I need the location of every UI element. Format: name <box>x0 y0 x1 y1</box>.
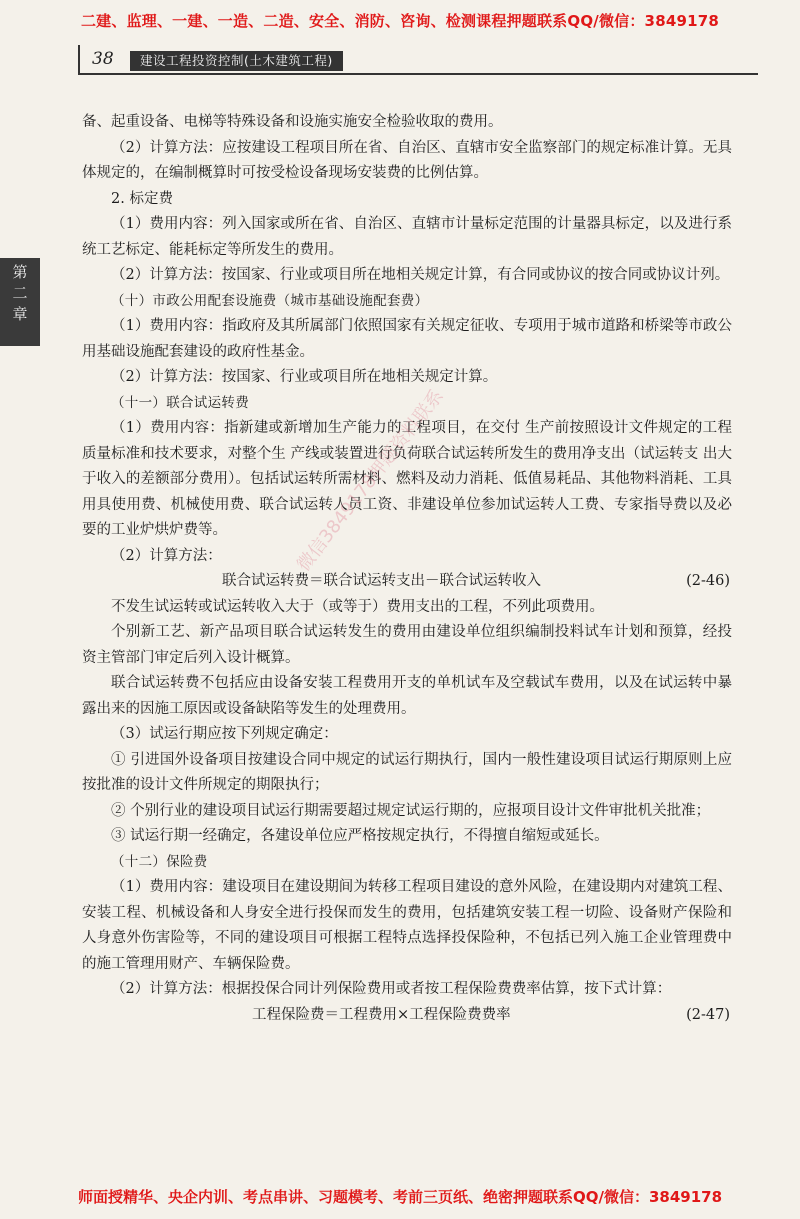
page-number: 38 <box>92 49 114 69</box>
formula-text: 工程保险费＝工程费用×工程保险费费率 <box>252 1006 511 1023</box>
formula-row <box>82 1003 732 1029</box>
header-divider-vertical <box>78 45 80 75</box>
body-paragraph: （2）计算方法：按国家、行业或项目所在地相关规定计算。 <box>111 369 498 385</box>
body-paragraph: （1）费用内容：指政府及其所属部门依照国家有关规定征收、专项用于城市道路和桥梁等市政公用基础设施配套建设的政府性基金。 <box>82 318 732 360</box>
chapter-tab-char: 章 <box>12 305 28 323</box>
body-paragraph: ② 个别行业的建设项目试运行期需要超过规定试运行期的，应报项目设计文件审批机关批准； <box>111 802 711 819</box>
chapter-tab <box>0 258 40 346</box>
body-paragraph: （2）计算方法：按国家、行业或项目所在地相关规定计算，有合同或协议的按合同或协议计列。 <box>111 267 730 283</box>
chapter-tab-char: 二 <box>12 284 28 302</box>
section-heading: （十一）联合试运转费 <box>111 394 249 411</box>
body-paragraph: ① 引进国外设备项目按建设合同中规定的试运行期执行，国内一般性建设项目试运行期原则上应按批准的设计文件所规定的期限执行； <box>82 751 732 793</box>
section-heading: （十二）保险费 <box>111 853 208 870</box>
chapter-tab-char: 第 <box>12 263 28 281</box>
body-paragraph: （1）费用内容：列入国家或所在省、自治区、直辖市计量标定范围的计量器具标定，以及进行系统工艺标定、能耗标定等所发生的费用。 <box>82 216 732 258</box>
running-header <box>78 45 778 77</box>
formula-number: (2-47) <box>686 1006 730 1023</box>
section-heading: （十）市政公用配套设施费（城市基础设施配套费） <box>111 292 429 309</box>
formula-number: (2-46) <box>686 573 730 589</box>
formula-row <box>82 569 732 595</box>
watermark: 微信3849178押题资料联系 <box>293 385 448 576</box>
body-paragraph: （1）费用内容：建设项目在建设期间为转移工程项目建设的意外风险，在建设期内对建筑工程、安装工程、机械设备和人身安全进行投保而发生的费用，包括建筑安装工程一切险、设备财产保险和人身意外伤害险等，不同的建设项目可根据工程特点选择投保险种，不包括已列入施工企业管理费中的施工管理用财产、车辆保险费。 <box>82 879 732 972</box>
body-paragraph: 个别新工艺、新产品项目联合试运转发生的费用由建设单位组织编制投料试车计划和预算，经投资主管部门审定后列入设计概算。 <box>82 624 732 666</box>
body-paragraph: （3）试运行期应按下列规定确定： <box>111 726 338 742</box>
formula-text: 联合试运转费＝联合试运转支出－联合试运转收入 <box>222 573 541 589</box>
body-paragraph: （2）计算方法：根据投保合同计列保险费用或者按工程保险费费率估算，按下式计算： <box>111 981 672 997</box>
body-paragraph: 联合试运转费不包括应由设备安装工程费用开支的单机试车及空载试车费用，以及在试运转中暴露出来的因施工原因或设备缺陷等发生的处理费用。 <box>82 675 732 717</box>
body-paragraph: 2. 标定费 <box>111 190 173 207</box>
page-body <box>82 110 732 1028</box>
bottom-promo-banner: 师面授精华、央企内训、考点串讲、习题模考、考前三页纸、绝密押题联系QQ/微信：3849178 <box>77 1188 723 1206</box>
book-title: 建设工程投资控制(土木建筑工程) <box>130 51 343 71</box>
header-divider-horizontal <box>78 73 758 75</box>
body-paragraph: （2）计算方法： <box>111 547 222 564</box>
body-paragraph: 不发生试运转或试运转收入大于（或等于）费用支出的工程，不列此项费用。 <box>111 598 604 615</box>
body-paragraph: 备、起重设备、电梯等特殊设备和设施实施安全检验收取的费用。 <box>82 114 503 130</box>
body-paragraph: （2）计算方法：应按建设工程项目所在省、自治区、直辖市安全监察部门的规定标准计算。无具体规定的，在编制概算时可按受检设备现场安装费的比例估算。 <box>82 139 732 181</box>
body-paragraph: （1）费用内容：指新建或新增加生产能力的工程项目，在交付 生产前按照设计文件规定的工程质量标准和技术要求，对整个生 产线或装置进行负荷联合试运转所发生的费用净支出（试运转支 出大于收入的差额部分费用）。包括试运转所需材料、燃料及动力消耗、低值易耗品、其他物料消耗、工具用具使用费、机械使用费、联合试运转人员工资、非建设单位参加试运转人工费、专家指导费以及必要的工业炉烘炉费等。 <box>82 420 732 538</box>
top-promo-banner: 二建、监理、一建、一造、二造、安全、消防、咨询、检测课程押题联系QQ/微信：3849178 <box>80 12 720 30</box>
body-paragraph: ③ 试运行期一经确定，各建设单位应严格按规定执行，不得擅自缩短或延长。 <box>111 828 609 844</box>
